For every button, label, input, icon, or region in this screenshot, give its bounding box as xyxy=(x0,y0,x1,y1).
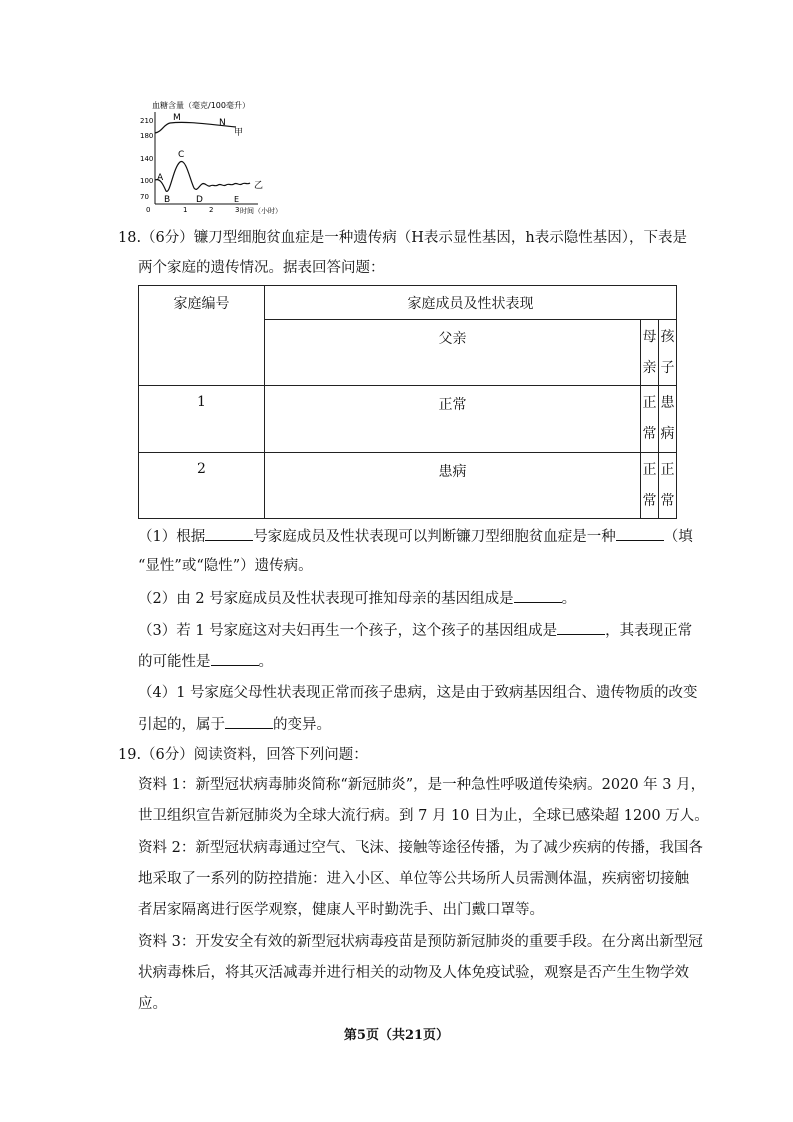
q19-material3-line2: 状病毒株后，将其灭活减毒并进行相关的动物及人体免疫试验，观察是否产生生物学效 xyxy=(138,965,689,981)
q19-material3-line1: 资料 3：开发安全有效的新型冠状病毒疫苗是预防新冠肺炎的重要手段。在分离出新型冠 xyxy=(138,934,703,950)
header-members: 家庭成员及性状表现 xyxy=(265,286,677,320)
point-label-d: D xyxy=(196,195,203,205)
q18-part1-line2: “显性”或“隐性”）遗传病。 xyxy=(138,558,313,574)
graph-xlabel: 时间（小时） xyxy=(240,207,282,215)
q18-part2: （2）由 2 号家庭成员及性状表现可推知母亲的基因组成是 。 xyxy=(138,588,576,609)
curve-yi xyxy=(155,162,250,192)
q18-part4-line2: 引起的，属于 的变异。 xyxy=(138,714,331,735)
row1-father: 正常 xyxy=(265,386,641,453)
q19-stem: 19.（6分）阅读资料，回答下列问题： xyxy=(118,747,368,763)
q18-part1-line1: （1）根据 号家庭成员及性状表现可以判断镰刀型细胞贫血症是一种 （填 xyxy=(138,526,693,547)
row1-mother: 正 常 xyxy=(641,386,659,453)
curve-label-jia: 甲 xyxy=(234,128,244,138)
row1-id: 1 xyxy=(139,386,265,453)
q19-material1-line1: 资料 1：新型冠状病毒肺炎简称“新冠肺炎”，是一种急性呼吸道传染病。2020 年 3 月， xyxy=(138,777,706,793)
xtick: 2 xyxy=(209,206,214,214)
q19-material2-line1: 资料 2：新型冠状病毒通过空气、飞沫、接触等途径传播，为了减少疾病的传播，我国各 xyxy=(138,840,703,856)
answer-blank[interactable] xyxy=(225,714,273,729)
q18-part3-line1: （3）若 1 号家庭这对夫妇再生一个孩子，这个孩子的基因组成是 ，其表现正常 xyxy=(138,620,692,641)
point-label-a: A xyxy=(157,173,164,183)
q18-part4-line1: （4）1 号家庭父母性状表现正常而孩子患病，这是由于致病基因组合、遗传物质的改变 xyxy=(138,685,698,701)
row2-child: 正 常 xyxy=(659,453,677,519)
point-label-n: N xyxy=(219,118,226,128)
y-zero: 0 xyxy=(146,206,151,214)
page-footer: 第5页（共21页） xyxy=(343,1028,450,1043)
table-row xyxy=(139,386,677,453)
row2-father: 患病 xyxy=(265,453,641,519)
row1-child: 患 病 xyxy=(659,386,677,453)
answer-blank[interactable] xyxy=(211,651,259,666)
point-label-b: B xyxy=(164,195,171,205)
table-row xyxy=(139,453,677,519)
point-label-e: E xyxy=(234,195,240,204)
xtick: 1 xyxy=(183,206,188,214)
row2-id: 2 xyxy=(139,453,265,519)
answer-blank[interactable] xyxy=(205,526,253,541)
q19-material2-line2: 地采取了一系列的防控措施：进入小区、单位等公共场所人员需测体温，疾病密切接触 xyxy=(138,871,689,887)
q18-stem-line1: 18.（6分）镰刀型细胞贫血症是一种遗传病（H表示显性基因，h表示隐性基因），下表是 xyxy=(118,230,688,246)
answer-blank[interactable] xyxy=(616,526,664,541)
q18-stem-line2: 两个家庭的遗传情况。据表回答问题： xyxy=(138,260,385,276)
ytick: 70 xyxy=(140,193,149,201)
ytick: 210 xyxy=(140,117,154,125)
ytick: 180 xyxy=(140,132,154,140)
q19-material1-line2: 世卫组织宣告新冠肺炎为全球大流行病。到 7 月 10 日为止，全球已感染超 1200 万人。 xyxy=(138,808,709,824)
answer-blank[interactable] xyxy=(557,620,605,635)
header-family-number: 家庭编号 xyxy=(139,286,265,386)
point-label-c: C xyxy=(178,150,185,160)
answer-blank[interactable] xyxy=(514,588,562,603)
xtick: 3 xyxy=(235,206,240,214)
ytick: 140 xyxy=(140,155,154,163)
col-father: 父亲 xyxy=(265,320,641,386)
family-table xyxy=(138,285,677,519)
col-child: 孩 子 xyxy=(659,320,677,386)
row2-mother: 正 常 xyxy=(641,453,659,519)
point-label-m: M xyxy=(173,113,181,123)
q18-part3-line2: 的可能性是 。 xyxy=(138,651,273,672)
q19-material2-line3: 者居家隔离进行医学观察，健康人平时勤洗手、出门戴口罩等。 xyxy=(138,902,544,918)
graph-ylabel: 血糖含量（毫克/100毫升） xyxy=(152,101,250,110)
q19-material3-line3: 应。 xyxy=(138,996,167,1012)
ytick: 100 xyxy=(140,177,154,185)
blood-sugar-graph xyxy=(136,98,296,218)
curve-label-yi: 乙 xyxy=(254,181,264,191)
col-mother: 母 亲 xyxy=(641,320,659,386)
